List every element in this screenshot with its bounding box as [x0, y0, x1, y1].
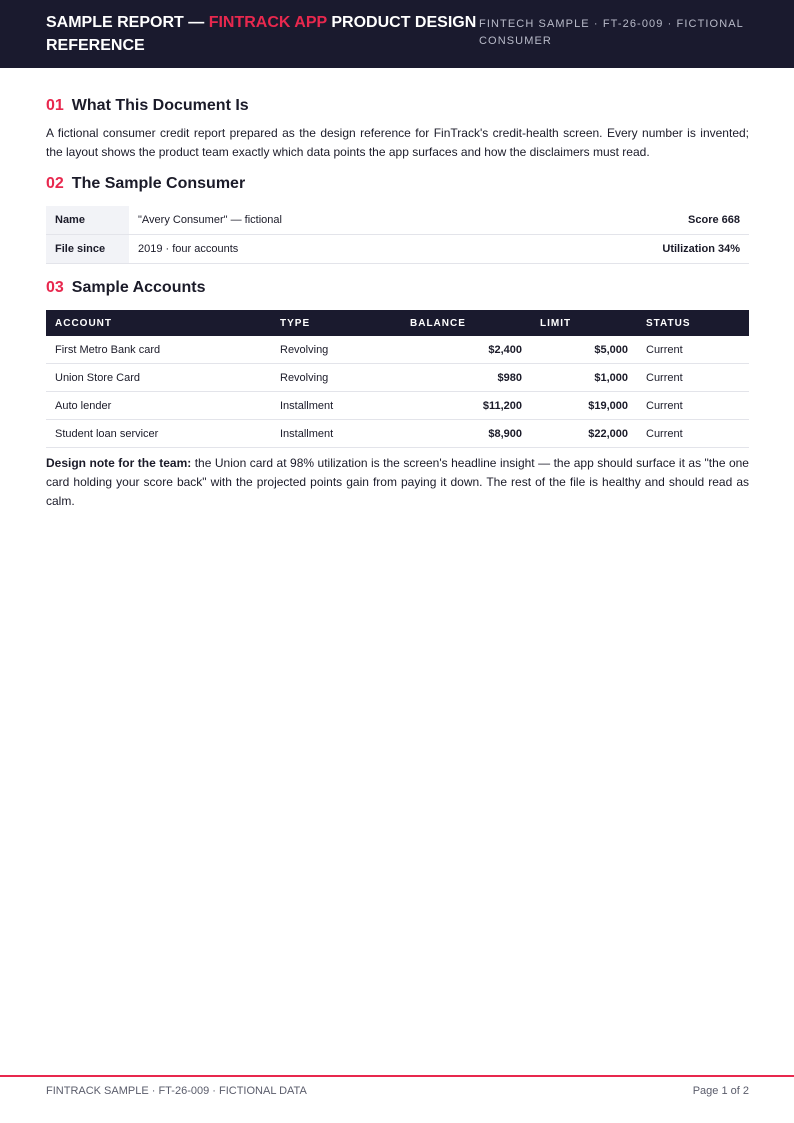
cell-type: Revolving — [271, 364, 401, 392]
accounts-table — [46, 310, 749, 448]
table-row — [46, 392, 749, 420]
section-heading-03 — [46, 276, 749, 300]
report-content — [46, 94, 749, 511]
table-row — [46, 420, 749, 448]
table-row — [46, 336, 749, 364]
section-heading-01 — [46, 94, 749, 118]
column-header-balance: BALANCE — [401, 310, 531, 336]
cell-balance: $2,400 — [401, 336, 531, 364]
cell-status: Current — [637, 364, 749, 392]
column-header-type: TYPE — [271, 310, 401, 336]
column-header-limit: LIMIT — [531, 310, 637, 336]
table-header-row — [46, 310, 749, 336]
cell-limit: $22,000 — [531, 420, 637, 448]
row-value: "Avery Consumer" — fictional — [129, 206, 519, 235]
cell-status: Current — [637, 392, 749, 420]
row-value: 2019 · four accounts — [129, 235, 519, 264]
cell-limit: $19,000 — [531, 392, 637, 420]
section-title: Sample Accounts — [71, 279, 206, 296]
page-number: Page 1 of 2 — [692, 1085, 749, 1097]
cell-type: Revolving — [271, 336, 401, 364]
cell-limit: $5,000 — [531, 336, 637, 364]
footer-divider — [0, 1075, 794, 1077]
cell-account: Auto lender — [46, 392, 271, 420]
cell-limit: $1,000 — [531, 364, 637, 392]
design-note — [46, 454, 749, 511]
cell-type: Installment — [271, 420, 401, 448]
row-key: File since — [46, 235, 129, 264]
cell-status: Current — [637, 336, 749, 364]
section-heading-02 — [46, 172, 749, 196]
consumer-table — [46, 206, 749, 264]
section-number: 03 — [46, 279, 64, 296]
cell-status: Current — [637, 420, 749, 448]
report-meta: FINTECH SAMPLE · FT-26-009 · FICTIONAL CONSUMER — [479, 18, 744, 47]
cell-balance: $980 — [401, 364, 531, 392]
report-header — [0, 0, 794, 68]
table-row — [46, 206, 749, 235]
table-row — [46, 364, 749, 392]
cell-account: Student loan servicer — [46, 420, 271, 448]
section-title: What This Document Is — [71, 97, 249, 114]
row-metric: Score 668 — [519, 206, 749, 235]
title-accent: FINTRACK APP — [208, 14, 327, 31]
section-body-01: A fictional consumer credit report prepared as the design reference for FinTrack's credit-health screen. Every number is invented; the layout shows the product team exactly which data points the app surfaces and how the disclaimers must read. — [46, 126, 749, 159]
footer-label: FINTRACK SAMPLE · FT-26-009 · FICTIONAL DATA — [46, 1085, 307, 1097]
design-note-body: the Union card at 98% utilization is the screen's headline insight — the app should surface it as "the one card holding your score back" with the projected points gain from paying it down. The rest of the file is healthy and should read as calm. — [46, 456, 749, 508]
row-key: Name — [46, 206, 129, 235]
column-header-account: ACCOUNT — [46, 310, 271, 336]
table-row — [46, 235, 749, 264]
cell-account: Union Store Card — [46, 364, 271, 392]
report-title — [46, 11, 486, 57]
section-title: The Sample Consumer — [71, 175, 246, 192]
section-number: 02 — [46, 175, 64, 192]
row-metric: Utilization 34% — [519, 235, 749, 264]
cell-type: Installment — [271, 392, 401, 420]
section-number: 01 — [46, 97, 64, 114]
cell-balance: $8,900 — [401, 420, 531, 448]
column-header-status: STATUS — [637, 310, 749, 336]
design-note-label: Design note for the team: — [46, 456, 192, 470]
cell-account: First Metro Bank card — [46, 336, 271, 364]
title-suffix: PRODUCT DESIGN REFERENCE — [46, 14, 477, 54]
title-prefix: SAMPLE REPORT — — [46, 14, 209, 31]
cell-balance: $11,200 — [401, 392, 531, 420]
